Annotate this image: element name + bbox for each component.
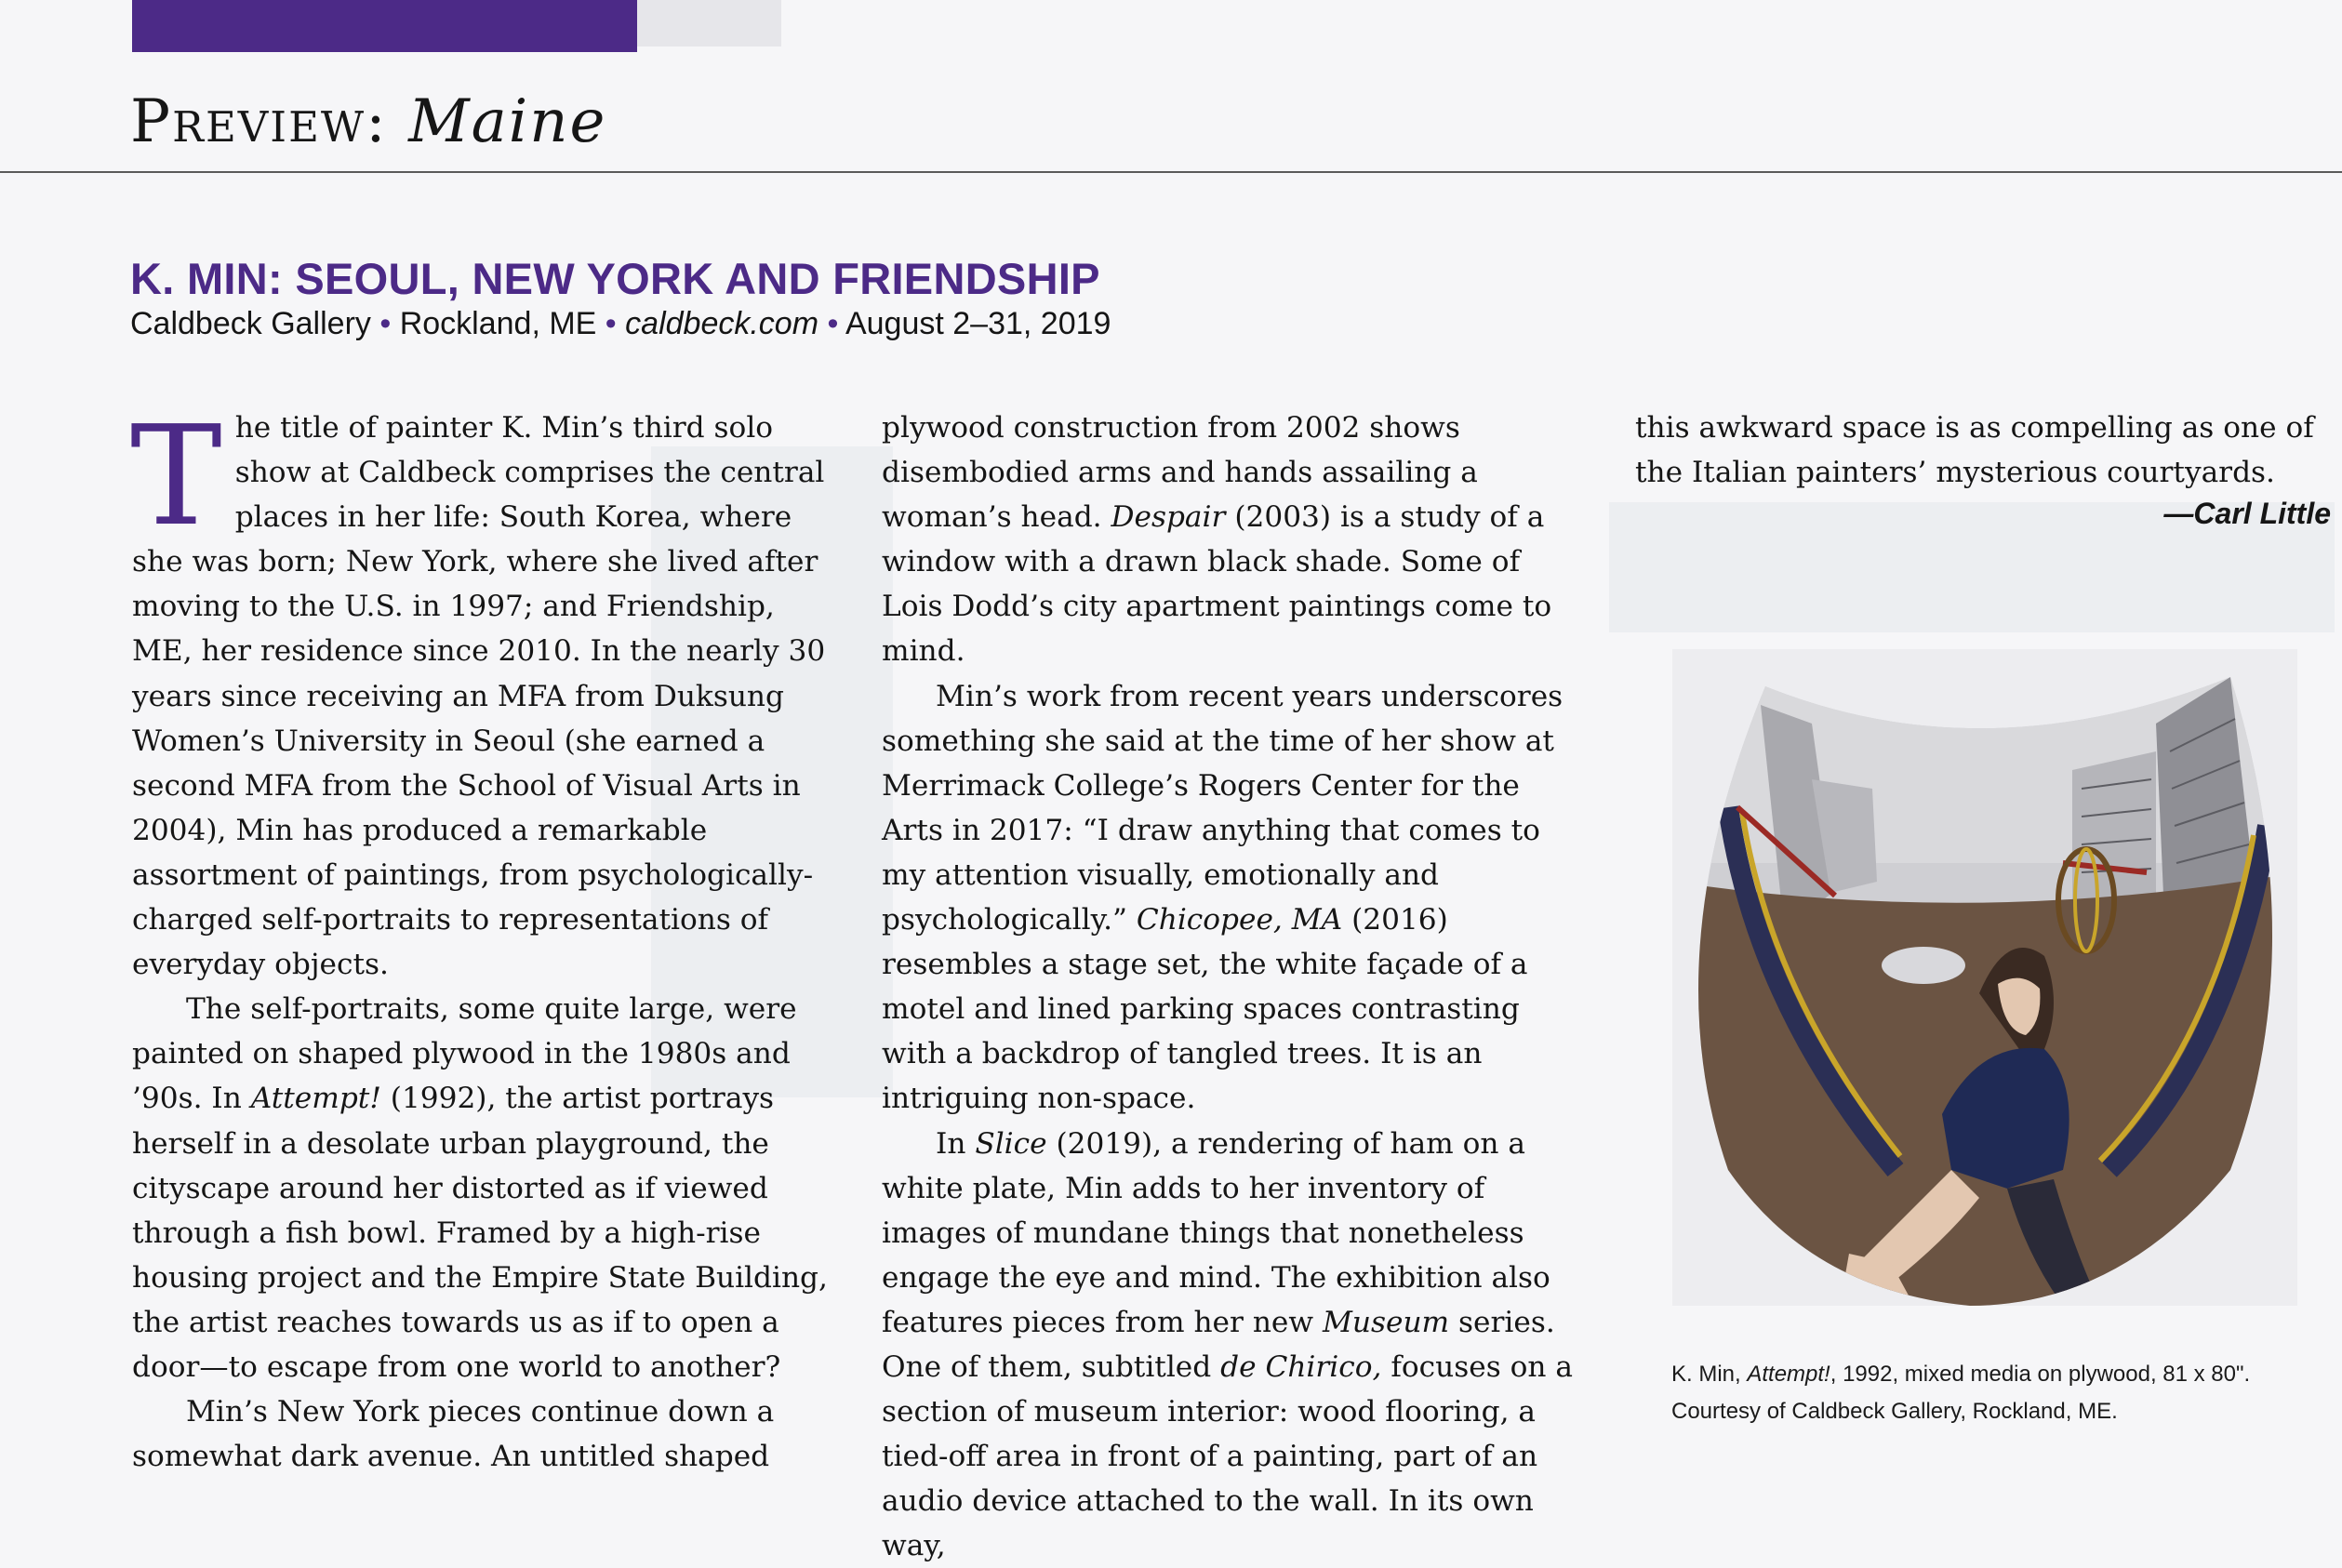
figure-caption (1671, 1356, 2250, 1430)
header-rule (0, 171, 2342, 173)
gallery-location: Rockland, ME (400, 306, 597, 341)
paragraph (882, 674, 1589, 1122)
paragraph-text: focuses on a section of museum interior: wood flooring, a tied-off area in front of a painting, part of an audio device attached to the wall. In its own way, (882, 1350, 1573, 1562)
paragraph (1635, 405, 2342, 495)
article-column-2 (882, 405, 1589, 1568)
series-title: Museum (1323, 1306, 1449, 1339)
paragraph-text: (2016) resembles a stage set, the white façade of a motel and lined parking spaces contrasting with a backdrop of tangled trees. It is an intriguing non-space. (882, 903, 1528, 1115)
caption-details: , 1992, mixed media on plywood, 81 x 80". (1830, 1362, 2250, 1387)
paragraph-text: this awkward space is as compelling as one of the Italian painters’ mysterious courtyards. (1635, 411, 2314, 489)
paragraph-text: Min’s New York pieces continue down a somewhat dark avenue. An untitled shaped (132, 1395, 774, 1473)
separator-dot: • (827, 306, 838, 341)
paragraph-text: In (936, 1127, 975, 1161)
section-label: Preview: (130, 87, 388, 156)
author-byline: —Carl Little (2163, 497, 2331, 531)
header-color-bar (132, 0, 637, 52)
section-region: Maine (408, 87, 606, 156)
artwork-subtitle: de Chirico, (1220, 1350, 1381, 1384)
paragraph (132, 405, 839, 987)
section-header (130, 87, 606, 156)
artwork-title: Despair (1111, 500, 1226, 534)
article-title: K. MIN: SEOUL, NEW YORK AND FRIENDSHIP (130, 253, 1100, 304)
paragraph-text: (1992), the artist portrays herself in a desolate urban playground, the cityscape around her distorted as if viewed through a fish bowl. Framed by a high-rise housing project and the Empire State Building, the artist reaches towards us as if to open a door—to escape from one world to another? (132, 1082, 828, 1384)
caption-credit: Courtesy of Caldbeck Gallery, Rockland, ME. (1671, 1393, 2250, 1430)
article-column-3 (1635, 405, 2342, 495)
paragraph-text: he title of painter K. Min’s third solo show at Caldbeck comprises the central places in her life: South Korea, where she was born; New York, where she lived after moving to the U.S. in 1997; and Friendship, ME, her residence since 2010. In the nearly 30 years since receiving an MFA from Duksung Women’s University in Seoul (she earned a second MFA from the School of Visual Arts in 2004), Min has produced a remarkable assortment of paintings, from psychologically-charged self-portraits to representations of everyday objects. (132, 411, 825, 981)
separator-dot: • (605, 306, 617, 341)
caption-artist: K. Min, (1671, 1362, 1747, 1387)
caption-line-1 (1671, 1356, 2250, 1393)
exhibition-dates: August 2–31, 2019 (845, 306, 1111, 341)
gallery-name: Caldbeck Gallery (130, 306, 371, 341)
artwork-image (1672, 649, 2297, 1306)
paragraph-text: (2019), a rendering of ham on a white plate, Min adds to her inventory of images of mundane things that nonetheless engage the eye and mind. The exhibition also features pieces from her new (882, 1127, 1550, 1339)
paragraph (132, 1389, 839, 1479)
gallery-website: caldbeck.com (625, 306, 818, 341)
drop-cap: T (130, 424, 222, 528)
paragraph-text: plywood construction from 2002 shows disembodied arms and hands assailing a woman’s head. (882, 411, 1478, 534)
caption-artwork-title: Attempt! (1747, 1362, 1830, 1387)
article-column-1 (132, 405, 839, 1479)
paragraph-text: The self-portraits, some quite large, were painted on shaped plywood in the 1980s and ’90s. In (132, 992, 797, 1115)
artwork-title: Chicopee, MA (1137, 903, 1342, 937)
paragraph-text: series. One of them, subtitled (882, 1306, 1555, 1384)
paragraph-text: (2003) is a study of a window with a drawn black shade. Some of Lois Dodd’s city apartment paintings come to mind. (882, 500, 1551, 668)
paragraph (132, 987, 839, 1389)
bleed-through-bar (637, 0, 781, 47)
artwork-title: Slice (975, 1127, 1046, 1161)
paragraph (882, 1122, 1589, 1568)
paragraph-text: Min’s work from recent years underscores something she said at the time of her show at Merrimack College’s Rogers Center for the Arts in 2017: “I draw anything that comes to my attention visually, emotionally and psychologically.” (882, 680, 1563, 937)
paragraph (882, 405, 1589, 674)
separator-dot: • (379, 306, 391, 341)
artwork-title: Attempt! (251, 1082, 381, 1115)
article-subtitle (130, 306, 1111, 342)
